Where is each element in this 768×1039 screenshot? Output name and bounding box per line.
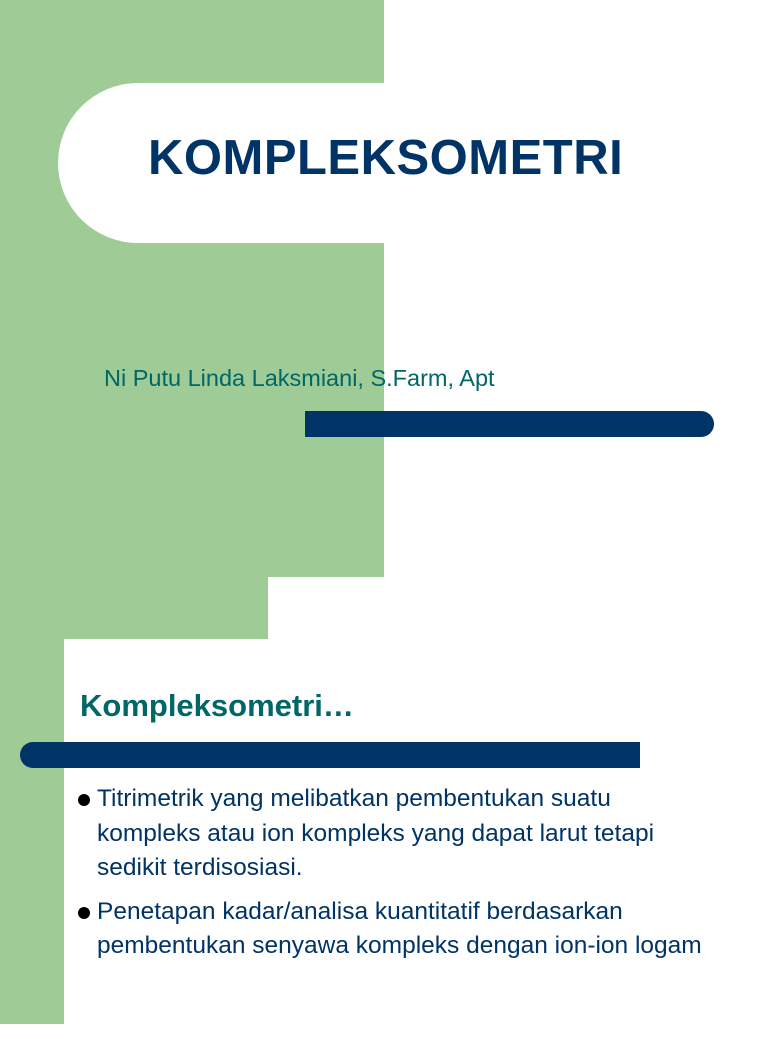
slide-author: Ni Putu Linda Laksmiani, S.Farm, Apt <box>104 365 495 391</box>
content-slide <box>0 577 768 1024</box>
bullet-list <box>76 782 716 973</box>
decorative-bar <box>20 742 640 768</box>
bullet-text: Titrimetrik yang melibatkan pembentukan suatu kompleks atau ion kompleks yang dapat larut tetapi sedikit terdisosiasi. <box>97 785 655 881</box>
slide-title: KOMPLEKSOMETRI <box>148 131 624 185</box>
slide-heading: Kompleksometri… <box>80 688 354 723</box>
bullet-item <box>76 895 716 964</box>
bullet-text: Penetapan kadar/analisa kuantitatif berdasarkan pembentukan senyawa kompleks dengan ion-ion logam <box>97 897 702 959</box>
bullet-dot-icon <box>78 907 90 919</box>
decorative-bar <box>305 411 714 437</box>
green-side-strip <box>0 577 64 1024</box>
bullet-dot-icon <box>78 794 90 806</box>
bullet-item <box>76 782 716 886</box>
